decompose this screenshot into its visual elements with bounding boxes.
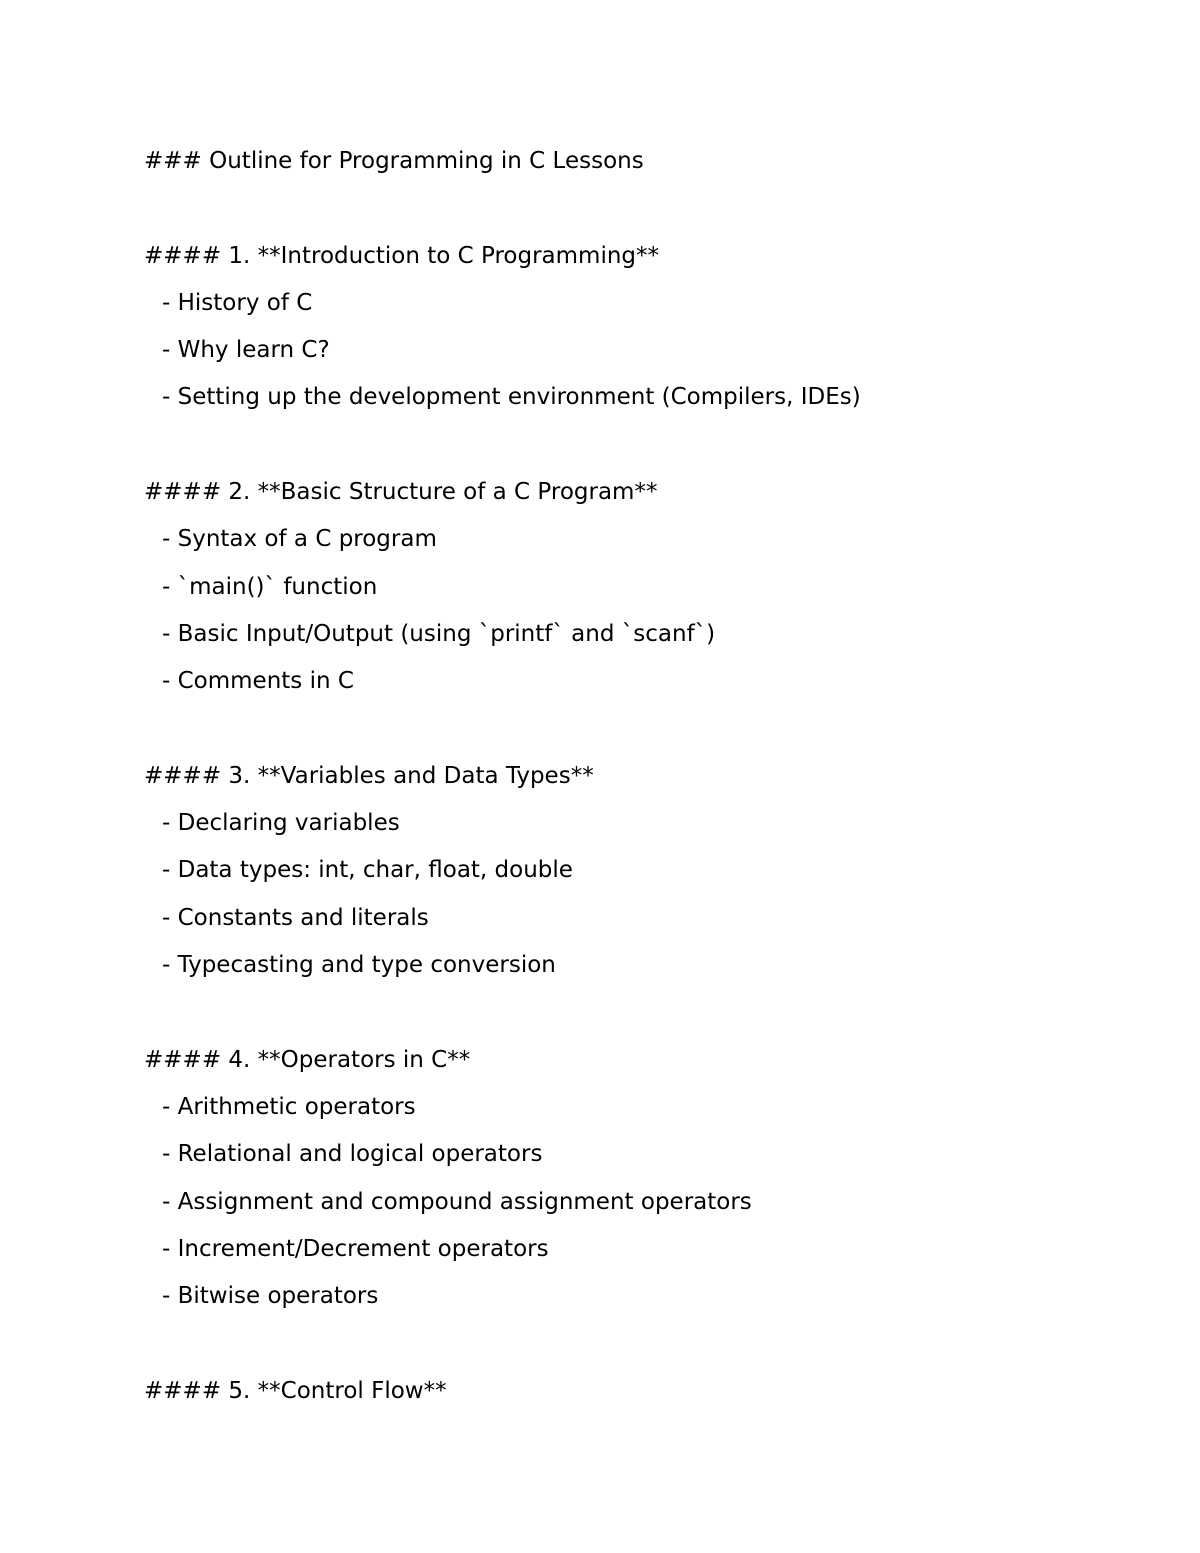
section-heading: #### 1. **Introduction to C Programming**: [144, 242, 660, 269]
list-item: - Why learn C?: [162, 337, 330, 364]
list-item: - Arithmetic operators: [162, 1093, 416, 1120]
list-item: - Declaring variables: [162, 810, 400, 837]
list-item: - History of C: [162, 289, 313, 316]
list-item: - Constants and literals: [162, 904, 429, 931]
section-4: [144, 1037, 1144, 1321]
list-item: - Bitwise operators: [162, 1283, 379, 1310]
section-2: [144, 469, 1144, 705]
list-item: - Basic Input/Output (using `printf` and `scanf`): [162, 620, 716, 647]
section-heading: #### 5. **Control Flow**: [144, 1377, 447, 1404]
section-1: [144, 233, 1144, 422]
blank-line: [144, 989, 1144, 1036]
blank-line: [144, 1320, 1144, 1367]
list-item: - Syntax of a C program: [162, 526, 437, 553]
section-3: [144, 753, 1144, 989]
blank-line: [144, 185, 1144, 232]
list-item: - Typecasting and type conversion: [162, 952, 556, 979]
blank-line: [144, 706, 1144, 753]
list-item: - Increment/Decrement operators: [162, 1235, 549, 1262]
section-5: [144, 1368, 1144, 1415]
list-item: - Comments in C: [162, 668, 354, 695]
list-item: - Relational and logical operators: [162, 1141, 543, 1168]
list-item: - Assignment and compound assignment operators: [162, 1188, 752, 1215]
list-item: - Setting up the development environment (Compilers, IDEs): [162, 384, 861, 411]
section-heading: #### 3. **Variables and Data Types**: [144, 762, 594, 789]
blank-line: [144, 422, 1144, 469]
section-heading: #### 2. **Basic Structure of a C Program**: [144, 479, 658, 506]
list-item: - `main()` function: [162, 573, 378, 600]
document-title: ### Outline for Programming in C Lessons: [144, 148, 644, 174]
section-heading: #### 4. **Operators in C**: [144, 1046, 471, 1073]
list-item: - Data types: int, char, float, double: [162, 857, 573, 884]
document-body: [144, 138, 1144, 1415]
